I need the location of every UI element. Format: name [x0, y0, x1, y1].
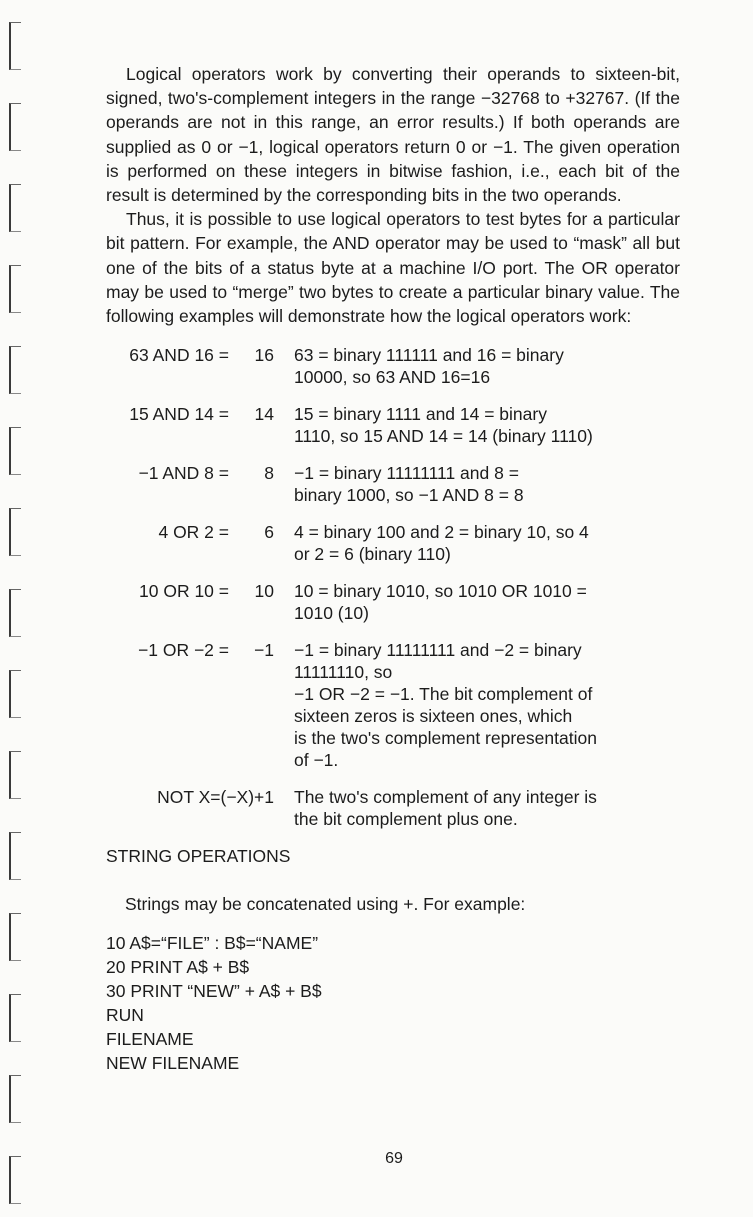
example-row — [106, 580, 680, 624]
example-row — [106, 344, 680, 388]
example-row — [106, 786, 680, 830]
description-line: 10 = binary 1010, so 1010 OR 1010 = — [294, 581, 587, 602]
description-line: binary 1000, so −1 AND 8 = 8 — [294, 485, 524, 506]
code-line: FILENAME — [106, 1029, 194, 1050]
example-expression: NOT X=(−X)+1 — [157, 787, 274, 808]
example-row — [106, 462, 680, 506]
binding-bracket — [9, 184, 21, 232]
example-result: 16 — [254, 345, 274, 366]
code-line: 10 A$=“FILE” : B$=“NAME” — [106, 933, 319, 954]
description-line: 15 = binary 1111 and 14 = binary — [294, 404, 547, 425]
binding-bracket — [9, 508, 21, 556]
description-line: of −1. — [294, 750, 339, 771]
description-line: the bit complement plus one. — [294, 809, 518, 830]
example-result: 14 — [254, 404, 274, 425]
binding-bracket — [9, 265, 21, 313]
example-description — [294, 786, 680, 830]
example-description — [294, 521, 680, 565]
binding-bracket — [9, 22, 21, 70]
example-description — [294, 580, 680, 624]
description-line: sixteen zeros is sixteen ones, which — [294, 706, 573, 727]
page-number: 69 — [385, 1150, 403, 1167]
example-expression: 63 AND 16 = — [129, 345, 229, 366]
example-description — [294, 639, 680, 771]
example-description — [294, 344, 680, 388]
description-line: −1 = binary 11111111 and 8 = — [294, 463, 519, 484]
example-row — [106, 521, 680, 565]
examples-list — [106, 344, 680, 830]
description-line: or 2 = 6 (binary 110) — [294, 544, 451, 565]
example-result: 6 — [264, 522, 274, 543]
binding-bracket — [9, 346, 21, 394]
description-line: −1 OR −2 = −1. The bit complement of — [294, 684, 593, 705]
code-line: NEW FILENAME — [106, 1053, 240, 1074]
binding-bracket — [9, 994, 21, 1042]
binding-bracket — [9, 913, 21, 961]
description-line: 1110, so 15 AND 14 = 14 (binary 1110) — [294, 426, 593, 447]
binding-marks — [0, 0, 30, 1217]
description-line: 4 = binary 100 and 2 = binary 10, so 4 — [294, 522, 589, 543]
description-line: 10000, so 63 AND 16=16 — [294, 367, 491, 388]
example-result: −1 — [254, 640, 274, 661]
binding-bracket — [9, 427, 21, 475]
binding-bracket — [9, 832, 21, 880]
binding-bracket — [9, 670, 21, 718]
code-line: 20 PRINT A$ + B$ — [106, 957, 250, 978]
code-line: 30 PRINT “NEW” + A$ + B$ — [106, 981, 322, 1002]
binding-bracket — [9, 1075, 21, 1123]
example-description — [294, 462, 680, 506]
paragraph-bit-pattern: Thus, it is possible to use logical operators to test bytes for a particular bit pattern. For example, the AND operator may be used to “mask” all but one of the bits of a status byte at a machine I/O port. The OR operator may be used to “merge” two bytes to create a particular binary value. The following examples will demonstrate how the logical operators work: — [106, 209, 680, 327]
binding-bracket — [9, 751, 21, 799]
description-line: 1010 (10) — [294, 603, 369, 624]
code-line: RUN — [106, 1005, 144, 1026]
example-result: 10 — [254, 581, 274, 602]
page-content — [106, 62, 680, 1075]
paragraph-logical-operators: Logical operators work by converting their operands to sixteen-bit, signed, two's-complement integers in the range −32768 to +32767. (If the operands are not in this range, an error results.) If both operands are supplied as 0 or −1, logical operators return 0 or −1. The given operation is performed on these integers in bitwise fashion, i.e., each bit of the result is determined by the corresponding bits in the two operands. — [106, 64, 680, 206]
binding-bracket — [9, 589, 21, 637]
description-line: 11111110, so — [294, 662, 393, 683]
example-expression: 4 OR 2 = — [158, 522, 229, 543]
code-listing — [106, 931, 680, 1075]
description-line: 63 = binary 111111 and 16 = binary — [294, 345, 564, 366]
binding-bracket — [9, 103, 21, 151]
example-expression: 10 OR 10 = — [139, 581, 229, 602]
section-heading: STRING OPERATIONS — [106, 846, 291, 867]
example-result: 8 — [264, 463, 274, 484]
example-row — [106, 639, 680, 771]
string-intro: Strings may be concatenated using +. For example: — [125, 894, 526, 915]
description-line: is the two's complement representation — [294, 728, 597, 749]
example-row — [106, 403, 680, 447]
description-line: The two's complement of any integer is — [294, 787, 597, 808]
example-description — [294, 403, 680, 447]
example-expression: 15 AND 14 = — [129, 404, 229, 425]
description-line: −1 = binary 11111111 and −2 = binary — [294, 640, 582, 661]
example-expression: −1 OR −2 = — [138, 640, 229, 661]
example-expression: −1 AND 8 = — [138, 463, 229, 484]
